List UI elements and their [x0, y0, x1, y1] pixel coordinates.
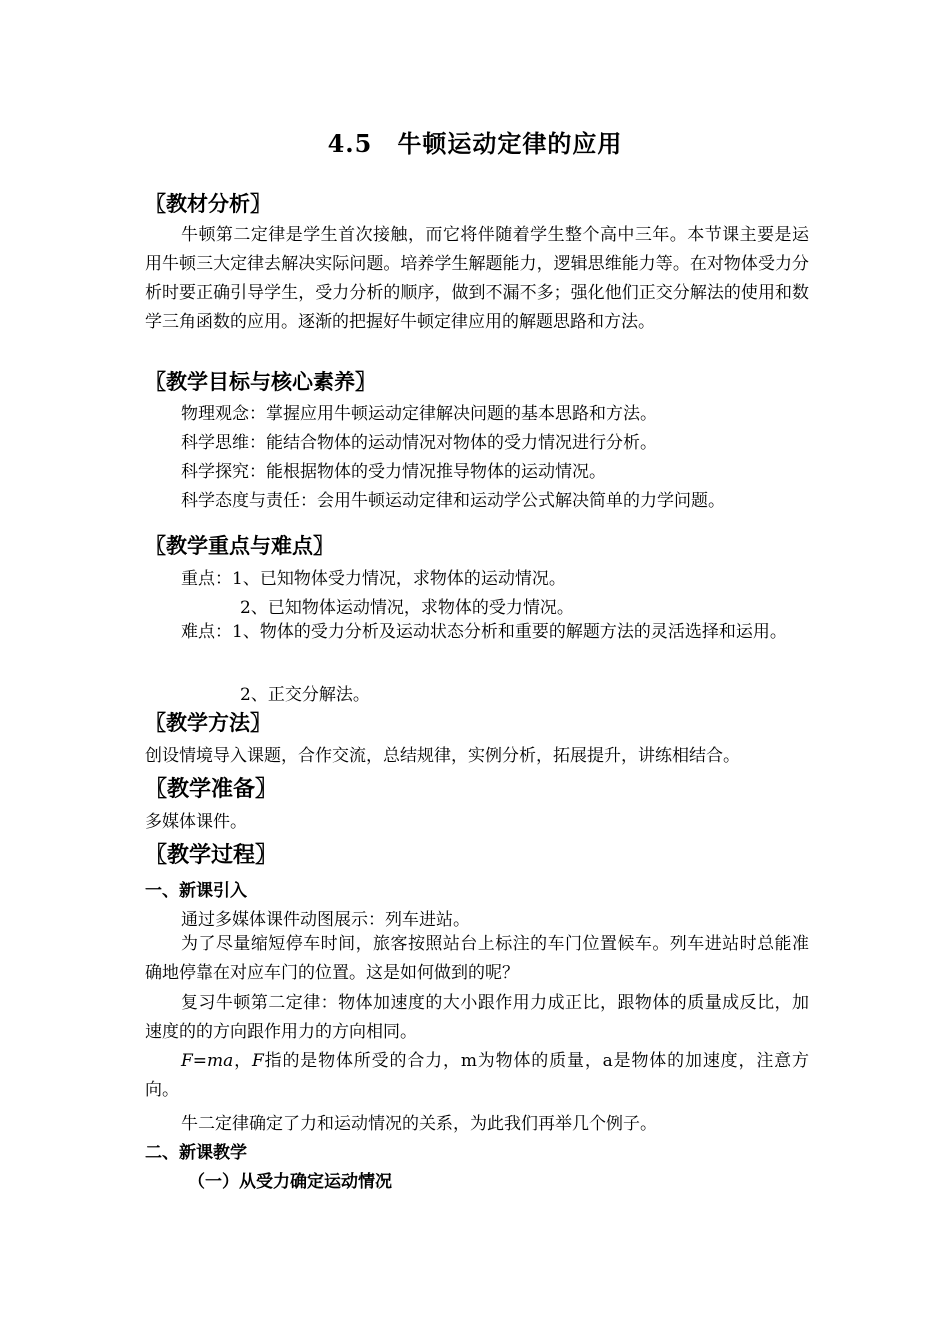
intro-paragraph-2: 为了尽量缩短停车时间，旅客按照站台上标注的车门位置候车。列车进站时总能准确地停靠在对应车门的位置。这是如何做到的呢？ [145, 934, 809, 983]
paragraph-material-analysis: 牛顿第二定律是学生首次接触，而它将伴随着学生整个高中三年。本节课主要是运用牛顿三大定律去解决实际问题。培养学生解题能力，逻辑思维能力等。在对物体受力分析时要正确引导学生，受力分析的顺序，做到不漏不多；强化他们正交分解法的使用和数学三角函数的应用。逐渐的把握好牛顿定律应用的解题思路和方法。 [145, 225, 809, 332]
heading-goals: 〖教学目标与核心素养〗 [145, 370, 376, 394]
formula-f-ma: F=ma [181, 1051, 234, 1071]
formula-separator: ， [233, 1051, 252, 1071]
key-point-2: 2、已知物体运动情况，求物体的受力情况。 [240, 598, 574, 618]
heading-material-analysis: 〖教材分析〗 [145, 192, 271, 216]
heading-preparation: 〖教学准备〗 [145, 777, 278, 802]
preparation-text: 多媒体课件。 [145, 812, 247, 832]
section-introduction: 一、新课引入 [145, 881, 247, 901]
key-point-1: 重点：1、已知物体受力情况，求物体的运动情况。 [181, 569, 566, 589]
intro-paragraph-3: 复习牛顿第二定律：物体加速度的大小跟作用力成正比，跟物体的质量成反比，加速度的的方向跟作用力的方向相同。 [145, 993, 809, 1042]
symbol-f: F [251, 1051, 264, 1071]
subsection-force-to-motion: （一）从受力确定运动情况 [188, 1172, 392, 1192]
heading-key-points: 〖教学重点与难点〗 [145, 534, 334, 558]
formula-explanation: 指的是物体所受的合力，m为物体的质量，a是物体的加速度，注意方向。 [145, 1051, 810, 1100]
intro-paragraph-1: 通过多媒体课件动图展示：列车进站。 [181, 910, 470, 930]
difficult-point-2: 2、正交分解法。 [240, 685, 370, 705]
intro-paragraph-5: 牛二定律确定了力和运动情况的关系，为此我们再举几个例子。 [181, 1114, 657, 1134]
method-text: 创设情境导入课题，合作交流，总结规律，实例分析，拓展提升，讲练相结合。 [145, 746, 740, 766]
heading-process: 〖教学过程〗 [145, 843, 278, 868]
heading-method: 〖教学方法〗 [145, 711, 271, 735]
goal-scientific-inquiry: 科学探究：能根据物体的受力情况推导物体的运动情况。 [181, 462, 606, 482]
section-new-lesson: 二、新课教学 [145, 1143, 247, 1163]
goal-attitude-responsibility: 科学态度与责任：会用牛顿运动定律和运动学公式解决简单的力学问题。 [181, 491, 725, 511]
goal-physics-concept: 物理观念：掌握应用牛顿运动定律解决问题的基本思路和方法。 [181, 404, 657, 424]
goal-scientific-thinking: 科学思维：能结合物体的运动情况对物体的受力情况进行分析。 [181, 433, 657, 453]
page-title: 4.5 牛顿运动定律的应用 [327, 129, 623, 158]
difficult-point-1: 难点：1、物体的受力分析及运动状态分析和重要的解题方法的灵活选择和运用。 [181, 622, 787, 642]
intro-paragraph-4 [145, 1047, 809, 1105]
